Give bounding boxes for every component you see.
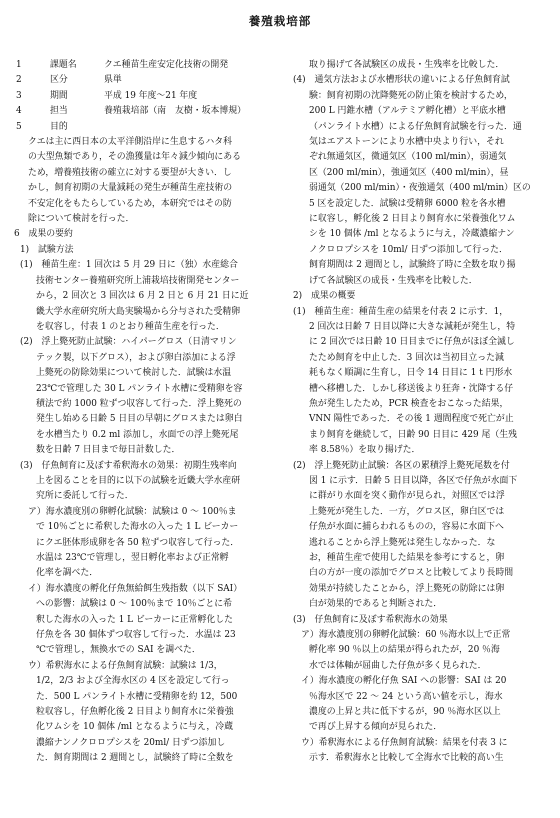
text-line: から，2 回次と 3 回次は 6 月 2 日と 6 月 21 日に近 — [36, 291, 249, 302]
text-line: 1) 試験方法 — [20, 244, 74, 255]
text-line: 逃れることから浮上斃死は発生しなかった．な — [309, 537, 496, 548]
text-line: 5 区を設定した．試験は受精卵 6000 粒を各水槽 — [309, 198, 506, 209]
text-line: 白が効果的であると判断された． — [309, 599, 443, 610]
purpose-line: 除について検討を行った． — [28, 214, 135, 225]
purpose-line: の大型魚類であり，その漁獲量は年々減少傾向にある — [28, 152, 241, 163]
text-line: 数を日齢 7 日目まで毎日計数した． — [36, 445, 181, 456]
two-column-body — [14, 58, 548, 812]
text-line: 2) 成果の概要 — [293, 291, 356, 302]
text-line: ア）海水濃度別の卵孵化試験：60 ％海水以上で正常 — [301, 630, 511, 641]
text-line: 上斃死の防除効果について検討した．試験は水温 — [36, 368, 232, 379]
meta-value: 養殖栽培部（南 友樹・坂本博規） — [104, 106, 246, 117]
text-line: 図 1 に示す．日齢 5 日目以降，各区で仔魚が水面下 — [309, 475, 518, 486]
text-line: 区（200 ml/min），強通気区（400 ml/min），昼 — [309, 167, 509, 178]
text-line: 白の方が一度の添加でグロスと比較してより長時間 — [309, 568, 514, 579]
text-line: ウ）希釈海水による仔魚飼育試験：結果を付表 3 に — [301, 737, 508, 748]
meta-label: 課題名 — [50, 60, 77, 70]
text-line: た．飼育期間は 2 週間とし，試験終了時に全数を — [36, 753, 234, 764]
text-line: への影響：試験は 0 ～ 100％まで 10％ごとに希 — [36, 599, 233, 610]
text-line: (3) 仔魚飼育に及ぼす希釈海水の効果：初期生残率向 — [20, 460, 237, 471]
text-line: 孵化率 90 ％以上の結果が得られたが，20 ％海 — [309, 645, 500, 656]
text-line: シを 10 個体 /ml となるように与え，冷蔵濃縮ナン — [309, 229, 515, 240]
right-column — [287, 58, 548, 812]
meta-num: 2 — [16, 75, 22, 86]
meta-num: 1 — [16, 60, 22, 70]
text-line: を収容し，付表 1 のとおり種苗生産を行った． — [36, 321, 225, 332]
text-line: (4) 通気方法および水槽形状の違いによる仔魚飼育試 — [293, 75, 510, 86]
text-line: た．500 L パンライト水槽に受精卵を約 12，500 — [36, 691, 238, 702]
purpose-line: かし，飼育初期の大量減耗の発生が種苗生産技術の — [28, 183, 233, 194]
text-line: 2 回次は日齢 7 日目以降に大きな減耗が発生し，特 — [309, 321, 516, 332]
text-line: 上斃死が発生した．一方，グロス区，卵白区では — [309, 506, 505, 517]
text-line: 魚が発生したため，PCR 検査をおこなった結果， — [309, 398, 509, 409]
meta-value: クエ種苗生産安定化技術の開発 — [104, 60, 229, 70]
text-line: 弱通気（200 ml/min）・夜強通気（400 ml/min）区の — [309, 183, 531, 194]
meta-row — [14, 104, 275, 119]
text-line: (2) 浮上斃死防止試験：各区の累積浮上斃死尾数を付 — [293, 460, 510, 471]
text-line: 取り揚げて各試験区の成長・生残率を比較した． — [309, 60, 505, 70]
text-line: イ）海水濃度の孵化仔魚 SAI への影響：SAI は 20 — [301, 676, 507, 687]
text-line: VNN 陽性であった．その後 1 週間程度で死亡が止 — [309, 414, 514, 425]
right-column-lines — [287, 58, 548, 767]
text-line: に収容し，孵化後 2 日目より飼育水に栄養強化ワム — [309, 214, 516, 225]
text-line: を水槽当たり 0.2 ml 添加し，水面での浮上斃死尾 — [36, 429, 239, 440]
text-line: 験：飼育初期の沈降斃死の防止策を検討するため， — [309, 90, 513, 101]
text-line: 示す．希釈海水と比較して全海水で比較的高い生 — [309, 753, 504, 764]
text-line: 濃縮ナンノクロロプシスを 20ml/ 日ずつ添加し — [36, 737, 226, 748]
meta-label: 担当 — [50, 106, 68, 117]
text-line: たため飼育を中止した．3 回次は当初目立った減 — [309, 352, 504, 363]
meta-row — [14, 89, 275, 104]
meta-num: 3 — [16, 90, 22, 101]
text-line: ノクロロプシスを 10ml/ 日ずつ添加して行った． — [309, 244, 508, 255]
text-line: 積法で約 1000 粒ずつ収容して行った．浮上斃死の — [36, 398, 242, 409]
text-line: 槽へ移槽した．しかし移送後より狂奔・沈降する仔 — [309, 383, 514, 394]
text-line: 化ワムシを 10 個体 /ml となるように与え，冷蔵 — [36, 722, 234, 733]
text-line: ℃で管理し，無換水での SAI を調べた． — [36, 645, 201, 656]
text-line: 効果が持続したことから，浮上斃死の防除には卵 — [309, 583, 505, 594]
text-line: 飼育期間は 2 週間とし，試験終了時に全数を取り揚 — [309, 260, 516, 271]
meta-label: 区分 — [50, 75, 68, 86]
text-line: 仔魚を各 30 個体ずつ収容して行った．水温は 23 — [36, 630, 236, 641]
text-line: (1) 種苗生産：1 回次は 5 月 29 日に（独）水産総合 — [20, 260, 238, 271]
text-line: 1/2，2/3 および全海水区の 4 区を設定して行っ — [36, 676, 230, 687]
text-line: 耗もなく順調に生育し，日令 14 日目に 1 t 円形水 — [309, 368, 513, 379]
text-line: ア）海水濃度別の卵孵化試験：試験は 0 ～ 100％ま — [28, 506, 237, 517]
text-line: (3) 仔魚飼育に及ぼす希釈海水の効果 — [293, 614, 448, 625]
text-line: 畿大学水産研究所大島実験場から分与された受精卵 — [36, 306, 241, 317]
text-line: 率 8.58％）を取り揚げた． — [309, 445, 421, 456]
text-line: ぞれ無通気区，微通気区（100 ml/min），弱通気 — [309, 152, 507, 163]
meta-block — [14, 58, 275, 135]
meta-value — [104, 120, 275, 135]
text-line: (1) 種苗生産：種苗生産の結果を付表 2 に示す．1， — [293, 306, 509, 317]
text-line: 気はエアストーンにより水槽中央より行い，それ — [309, 137, 504, 148]
text-line: まり飼育を継続して，日齢 90 日目に 429 尾（生残 — [309, 429, 517, 440]
text-line: イ）海水濃度の孵化仔魚無給餌生残指数（以下 SAI） — [28, 583, 243, 594]
purpose-line: ため，増養殖技術の確立に対する要望が大きい．し — [28, 167, 232, 178]
text-line: 上を図ることを目的に以下の試験を近畿大学水産研 — [36, 475, 241, 486]
text-line: （パンライト水槽）による仔魚飼育試験を行った．通 — [309, 121, 522, 132]
text-line: 仔魚が水面に捕らわれるものの，容易に水面下へ — [309, 522, 504, 533]
meta-value: 平成 19 年度～21 年度 — [104, 90, 198, 101]
meta-row — [14, 58, 275, 73]
text-line: (2) 浮上斃死防止試験：ハイパーグロス（日清マリン — [20, 337, 237, 348]
text-line: テック製，以下グロス），および卵白添加による浮 — [36, 352, 236, 363]
text-line: ウ）希釈海水による仔魚飼育試験：試験は 1/3， — [28, 660, 223, 671]
text-line: で再び上昇する傾向が見られた． — [309, 722, 443, 733]
purpose-line: 不安定化をもたらしているため，本研究ではその防 — [28, 198, 232, 209]
text-line: 6 成果の要約 — [14, 229, 73, 240]
text-line: 釈した海水の入った 1 L ビーカーに正常孵化した — [36, 614, 233, 625]
meta-value: 県単 — [104, 75, 122, 86]
purpose-line: クエは主に西日本の太平洋側沿岸に生息するハタ科 — [28, 137, 232, 148]
text-line: 200 L 円錐水槽（アルテミア孵化槽）と平底水槽 — [309, 106, 506, 117]
meta-num: 5 — [16, 121, 22, 132]
text-line: 水では体軸が屈曲した仔魚が多く見られた． — [309, 660, 487, 671]
text-line: で 10％ごとに希釈した海水の入った 1 L ビーカー — [36, 522, 239, 533]
purpose-paragraph — [14, 135, 275, 227]
text-line: 粒収容し，仔魚孵化後 2 日目より飼育水に栄養強 — [36, 707, 234, 718]
page-header: 養殖栽培部 — [248, 14, 312, 28]
meta-label: 期間 — [50, 90, 68, 101]
meta-row — [14, 120, 275, 135]
text-line: 濃度の上昇と共に低下するが，90 ％海水区以上 — [309, 707, 501, 718]
text-line: 水温は 23℃で管理し，翌日孵化率および正常孵 — [36, 553, 229, 563]
left-column-lines — [14, 227, 275, 766]
text-line: にクエ胚体形成卵を各 50 粒ずつ収容して行った． — [36, 537, 240, 548]
text-line: に群がり水面を突く動作が見られ，対照区では浮 — [309, 491, 505, 502]
meta-num: 4 — [16, 106, 22, 117]
meta-label: 目的 — [50, 121, 68, 132]
text-line: 究所に委託して行った． — [36, 491, 134, 502]
meta-row — [14, 73, 275, 88]
text-line: 技術センター養殖研究所上浦栽培技術開発センター — [36, 275, 240, 286]
text-line: 発生し始める日齢 5 日目の早朝にグロスまたは卵白 — [36, 414, 243, 425]
text-line: げて各試験区の成長・生残率を比較した． — [309, 275, 478, 286]
left-column — [14, 58, 275, 812]
text-line: お，種苗生産で使用した結果を参考にすると，卵 — [309, 553, 505, 563]
text-line: 化率を調べた． — [36, 568, 99, 579]
text-line: ％海水区で 22 ～ 24 という高い値を示し，海水 — [309, 691, 503, 702]
text-line: 23℃で管理した 30 L パンライト水槽に受精卵を容 — [36, 383, 243, 394]
text-line: に 2 回次では日齢 10 日目までに仔魚がほぼ全滅し — [309, 337, 515, 348]
